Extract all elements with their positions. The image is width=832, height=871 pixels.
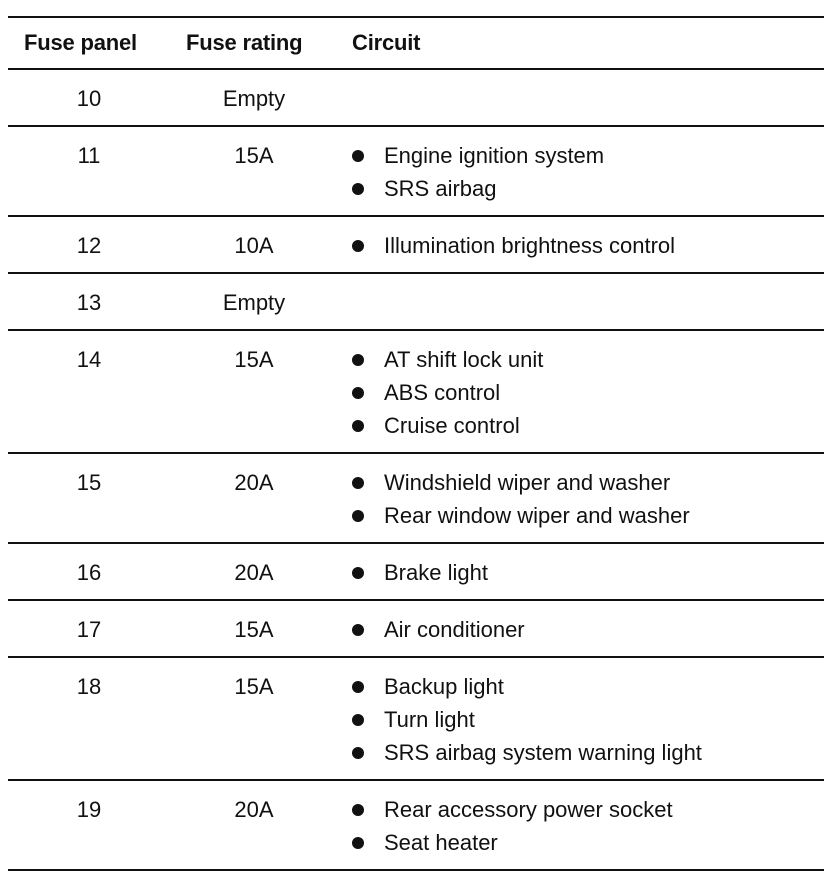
circuit-item [350,343,824,376]
circuit-item [350,613,824,646]
circuit-list [342,613,824,646]
fuse-panel-cell [8,69,174,126]
circuit-item [350,703,824,736]
circuit-item [350,736,824,769]
circuit-label: AT shift lock unit [384,347,544,372]
fuse-panel-cell [8,330,174,453]
bullet-icon [352,681,364,693]
fuse-panel-cell [8,216,174,273]
circuit-item [350,826,824,859]
circuit-label: Seat heater [384,830,498,855]
fuse-panel-number: 12 [76,233,102,258]
circuit-cell [342,216,824,273]
fuse-rating-cell [174,543,342,600]
circuit-label: Engine ignition system [384,143,605,168]
fuse-rating-value: 20A [234,797,274,822]
fuse-rating-value: 15A [234,674,274,699]
table-row [8,273,824,330]
bullet-icon [352,183,364,195]
circuit-label: Cruise control [384,413,520,438]
fuse-panel-cell [8,657,174,780]
fuse-rating-value: Empty [222,290,286,315]
fuse-panel-number: 16 [76,560,102,585]
circuit-cell [342,600,824,657]
fuse-rating-value: 20A [234,470,274,495]
header-fuse-rating: Fuse rating [186,30,303,55]
fuse-panel-number: 15 [76,470,102,495]
header-row [8,17,824,69]
circuit-list [342,793,824,859]
circuit-list [342,343,824,442]
circuit-label: Turn light [384,707,475,732]
circuit-label: Brake light [384,560,488,585]
table-header [8,17,824,69]
circuit-cell [342,780,824,870]
circuit-cell [342,273,824,330]
circuit-label: Illumination brightness control [384,233,676,258]
circuit-item [350,556,824,589]
circuit-list [342,466,824,532]
circuit-list [342,139,824,205]
circuit-item [350,793,824,826]
fuse-rating-value: 15A [234,143,274,168]
fuse-rating-cell [174,216,342,273]
table-row [8,543,824,600]
circuit-cell [342,126,824,216]
fuse-rating-cell [174,600,342,657]
circuit-cell [342,543,824,600]
circuit-label: ABS control [384,380,501,405]
fuse-rating-value: 15A [234,617,274,642]
bullet-icon [352,510,364,522]
fuse-panel-number: 19 [76,797,102,822]
table-row [8,600,824,657]
circuit-list [342,670,824,769]
bullet-icon [352,747,364,759]
circuit-label: Rear window wiper and washer [384,503,690,528]
circuit-cell [342,330,824,453]
fuse-panel-cell [8,126,174,216]
fuse-rating-cell [174,453,342,543]
circuit-label: Air conditioner [384,617,525,642]
circuit-item [350,499,824,532]
fuse-rating-value: 20A [234,560,274,585]
table-row [8,657,824,780]
fuse-panel-cell [8,543,174,600]
circuit-cell [342,453,824,543]
bullet-icon [352,624,364,636]
circuit-item [350,466,824,499]
bullet-icon [352,837,364,849]
bullet-icon [352,714,364,726]
circuit-label: SRS airbag system warning light [384,740,702,765]
fuse-rating-value: 15A [234,347,274,372]
fuse-rating-value: 10A [234,233,274,258]
fuse-panel-cell [8,453,174,543]
fuse-table [8,16,824,871]
circuit-item [350,139,824,172]
circuit-list [342,556,824,589]
circuit-label: Windshield wiper and washer [384,470,671,495]
circuit-item [350,229,824,262]
table-row [8,69,824,126]
circuit-label: Backup light [384,674,504,699]
table-row [8,330,824,453]
fuse-panel-number: 10 [76,86,102,111]
circuit-item [350,409,824,442]
fuse-rating-cell [174,657,342,780]
fuse-panel-number: 17 [76,617,102,642]
bullet-icon [352,150,364,162]
bullet-icon [352,387,364,399]
fuse-panel-number: 13 [76,290,102,315]
bullet-icon [352,420,364,432]
table-body [8,69,824,870]
table-row [8,453,824,543]
fuse-panel-cell [8,273,174,330]
header-circuit: Circuit [352,30,421,55]
fuse-rating-cell [174,126,342,216]
fuse-panel-number: 14 [76,347,102,372]
fuse-rating-value: Empty [222,86,286,111]
circuit-item [350,172,824,205]
fuse-rating-cell [174,780,342,870]
bullet-icon [352,567,364,579]
circuit-list [342,229,824,262]
circuit-item [350,376,824,409]
bullet-icon [352,477,364,489]
fuse-rating-cell [174,330,342,453]
header-fuse-panel: Fuse panel [24,30,137,55]
bullet-icon [352,240,364,252]
bullet-icon [352,354,364,366]
fuse-panel-cell [8,780,174,870]
bullet-icon [352,804,364,816]
table-row [8,216,824,273]
fuse-rating-cell [174,273,342,330]
table-row [8,126,824,216]
circuit-cell [342,69,824,126]
circuit-item [350,670,824,703]
circuit-label: Rear accessory power socket [384,797,673,822]
table-row [8,780,824,870]
fuse-panel-number: 11 [77,143,101,168]
fuse-panel-number: 18 [76,674,102,699]
fuse-rating-cell [174,69,342,126]
circuit-label: SRS airbag [384,176,497,201]
circuit-cell [342,657,824,780]
fuse-panel-cell [8,600,174,657]
